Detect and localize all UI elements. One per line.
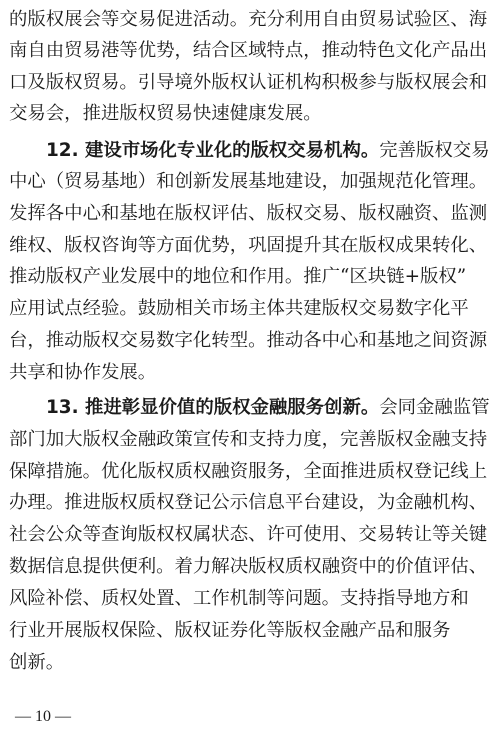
text-line: 部门加大版权金融政策宣传和支持力度，完善版权金融支持 bbox=[9, 429, 488, 450]
text-line: 南自由贸易港等优势，结合区域特点，推动特色文化产品出 bbox=[9, 40, 488, 61]
text-line: 风险补偿、质权处置、工作机制等问题。支持指导地方和 bbox=[9, 588, 469, 609]
text-line: 办理。推进版权质权登记公示信息平台建设，为金融机构、 bbox=[9, 492, 488, 513]
text-line: 维权、版权咨询等方面优势，巩固提升其在版权成果转化、 bbox=[9, 235, 488, 256]
section-12-title: 12. 建设市场化专业化的版权交易机构。 bbox=[46, 140, 380, 161]
section-12-lead-text: 完善版权交易 bbox=[379, 140, 490, 161]
text-line: 台，推动版权交易数字化转型。推动各中心和基地之间资源 bbox=[9, 330, 488, 351]
text-line: 应用试点经验。鼓励相关市场主体共建版权交易数字化平 bbox=[9, 298, 469, 319]
section-13-title: 13. 推进彰显价值的版权金融服务创新。 bbox=[46, 397, 380, 418]
text-line: 的版权展会等交易促进活动。充分利用自由贸易试验区、海 bbox=[9, 9, 488, 30]
text-line: 中心（贸易基地）和创新发展基地建设，加强规范化管理。 bbox=[9, 171, 488, 192]
text-line: 数据信息提供便利。着力解决版权质权融资中的价值评估、 bbox=[9, 556, 488, 577]
page-number: — 10 — bbox=[15, 708, 71, 725]
text-line: 共享和协作发展。 bbox=[9, 362, 157, 383]
section-12-heading-line bbox=[46, 140, 490, 162]
text-line: 保障措施。优化版权质权融资服务，全面推进质权登记线上 bbox=[9, 461, 488, 482]
text-line: 创新。 bbox=[9, 652, 65, 673]
text-line: 行业开展版权保险、版权证券化等版权金融产品和服务 bbox=[9, 620, 451, 641]
text-line: 发挥各中心和基地在版权评估、版权交易、版权融资、监测 bbox=[9, 203, 488, 224]
section-13-heading-line bbox=[46, 397, 490, 419]
text-line: 社会公众等查询版权权属状态、许可使用、交易转让等关键 bbox=[9, 524, 488, 545]
text-line: 推动版权产业发展中的地位和作用。推广“区块链+版权” bbox=[9, 266, 467, 287]
text-line: 交易会，推进版权贸易快速健康发展。 bbox=[9, 103, 322, 124]
section-13-lead-text: 会同金融监管 bbox=[379, 397, 490, 418]
text-line: 口及版权贸易。引导境外版权认证机构积极参与版权展会和 bbox=[9, 72, 488, 93]
